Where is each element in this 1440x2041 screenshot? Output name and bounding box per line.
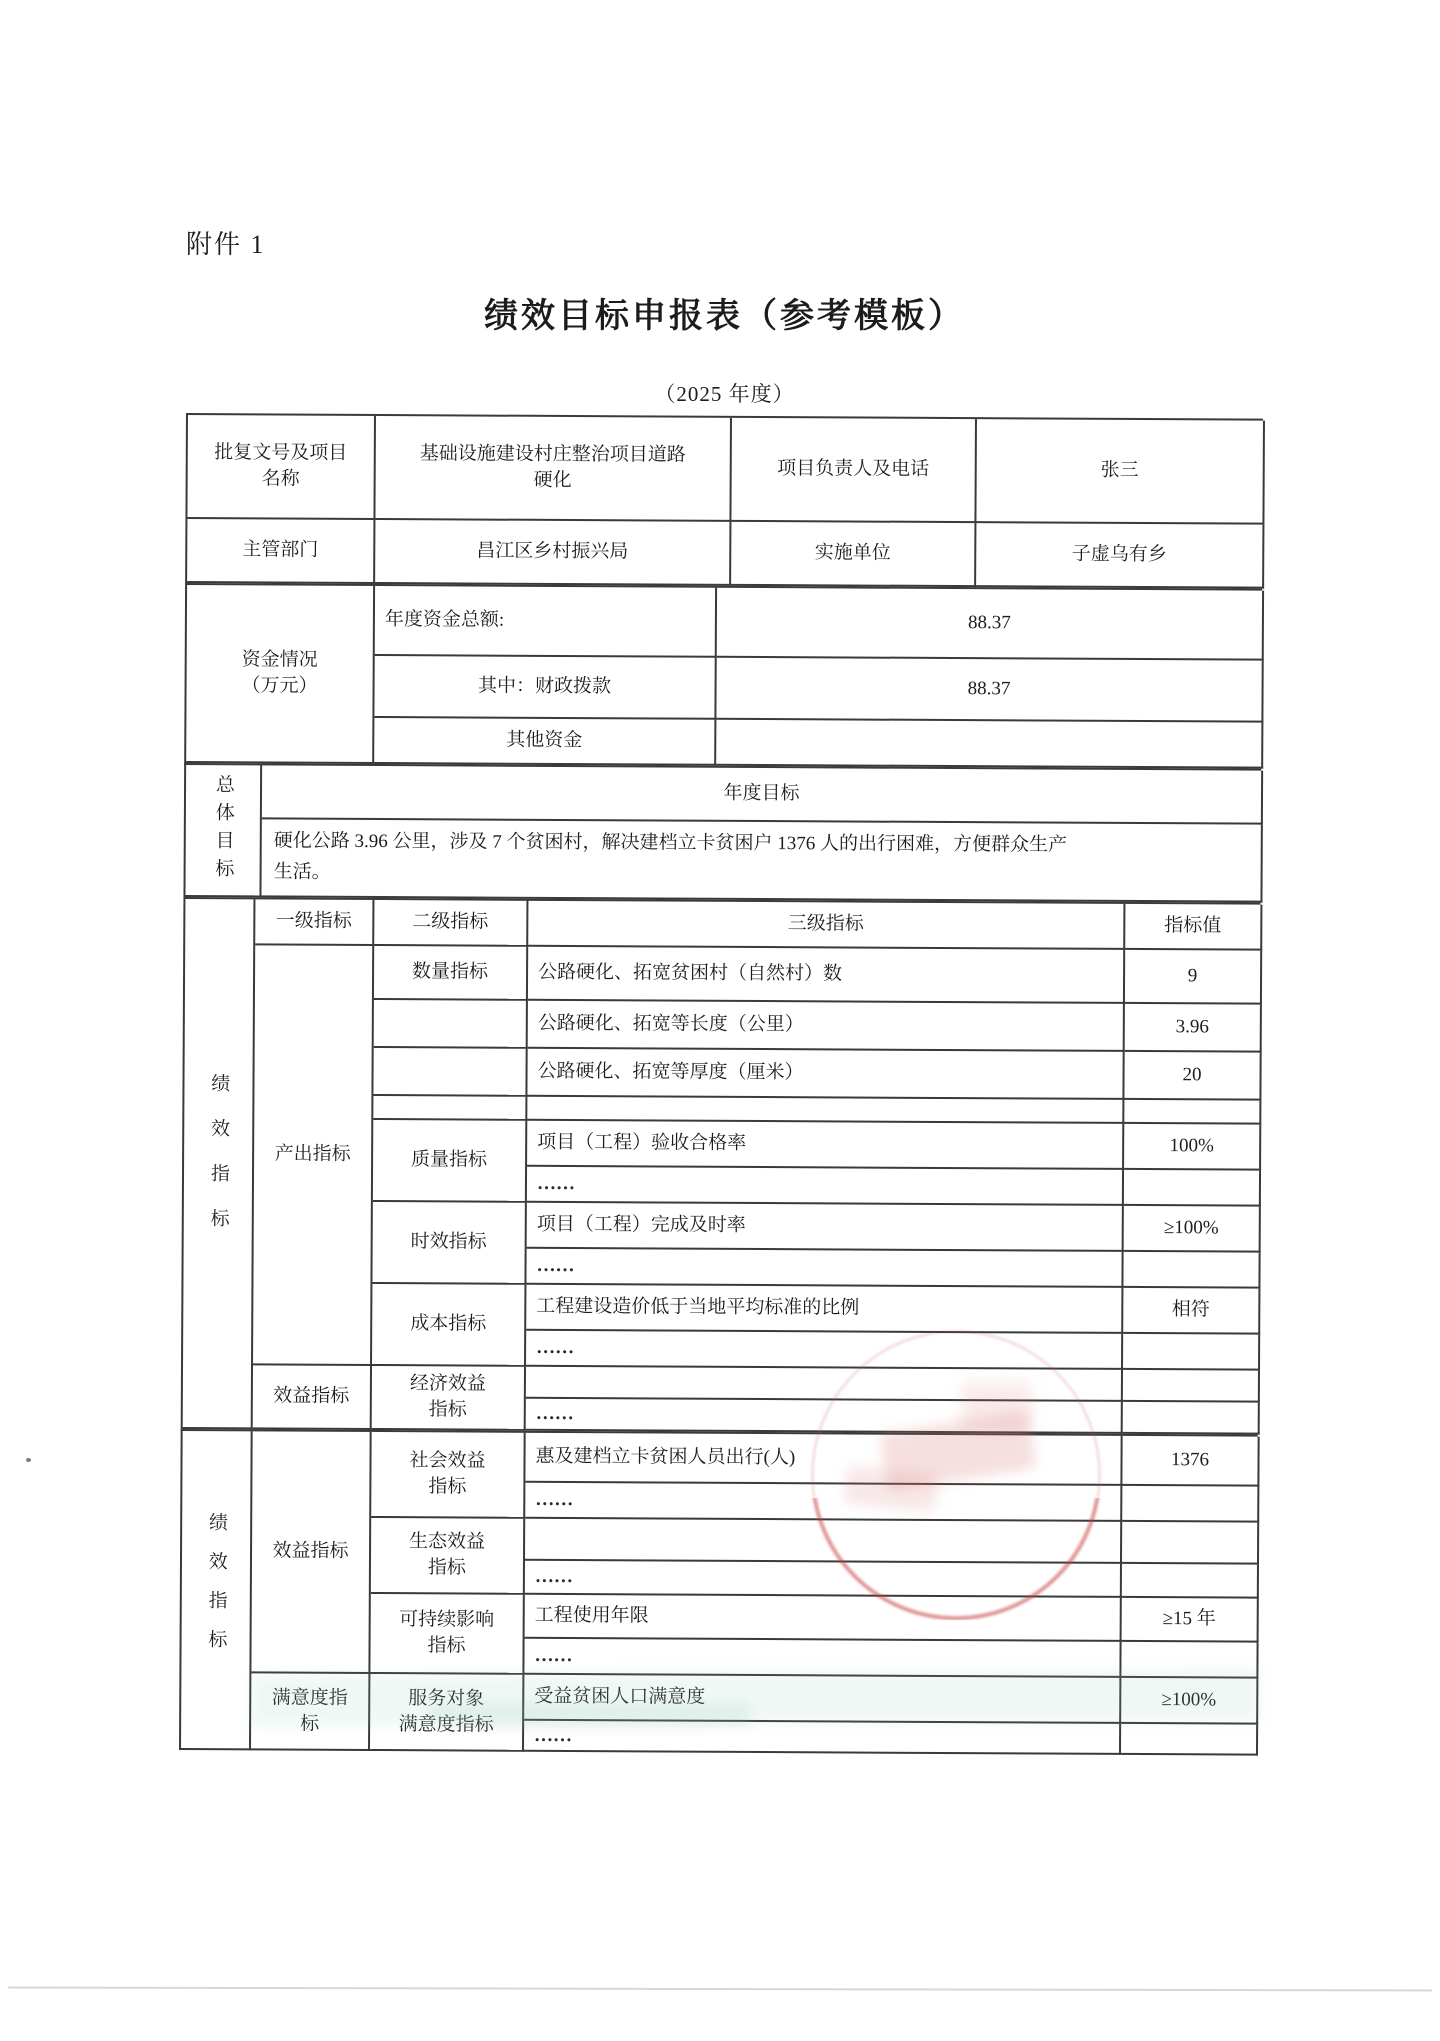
satisfaction-indicator-label: 满意度指 标 bbox=[251, 1673, 370, 1751]
empty-cell bbox=[1123, 1334, 1260, 1371]
quantity-indicator-label: 数量指标 bbox=[374, 946, 528, 1001]
quantity-row1-value: 9 bbox=[1125, 950, 1262, 1005]
other-funds-label: 其他资金 bbox=[374, 718, 716, 766]
satisfaction-ellipsis: …… bbox=[524, 1721, 1121, 1755]
cost-row-text: 工程建设造价低于当地平均标准的比例 bbox=[526, 1285, 1123, 1334]
quality-row-text: 项目（工程）验收合格率 bbox=[527, 1121, 1124, 1170]
cost-row-value: 相符 bbox=[1123, 1288, 1260, 1335]
benefit-indicator-label-2: 效益指标 bbox=[251, 1431, 371, 1674]
empty-cell bbox=[1122, 1486, 1259, 1523]
empty-cell bbox=[1123, 1252, 1260, 1289]
funding-label: 资金情况 （万元） bbox=[186, 585, 375, 764]
approval-number-label: 批复文号及项目 名称 bbox=[187, 415, 376, 520]
performance-target-table bbox=[179, 413, 1263, 1756]
empty-cell bbox=[1123, 1402, 1260, 1435]
sustainability-ellipsis: …… bbox=[524, 1639, 1121, 1678]
annual-total-value: 88.37 bbox=[717, 588, 1264, 661]
quantity-row2-value: 3.96 bbox=[1125, 1004, 1262, 1053]
satisfaction-row-text: 受益贫困人口满意度 bbox=[524, 1675, 1121, 1724]
page-subtitle: （2025 年度） bbox=[654, 382, 795, 406]
empty-cell bbox=[1123, 1370, 1260, 1403]
quantity-row2-text: 公路硬化、拓宽等长度（公里） bbox=[528, 1001, 1125, 1052]
project-manager-value: 张三 bbox=[976, 419, 1265, 525]
timeliness-row-value: ≥100% bbox=[1124, 1206, 1261, 1253]
timeliness-ellipsis: …… bbox=[526, 1249, 1123, 1288]
supervising-department-value: 昌江区乡村振兴局 bbox=[375, 520, 731, 586]
economic-benefit-indicator-label: 经济效益 指标 bbox=[372, 1366, 526, 1431]
performance-indicator-label-1: 绩效指标 bbox=[183, 899, 256, 1429]
implementing-unit-label: 实施单位 bbox=[731, 522, 976, 587]
cost-ellipsis: …… bbox=[526, 1331, 1123, 1370]
empty-cell bbox=[1121, 1724, 1258, 1756]
empty-cell bbox=[373, 1048, 527, 1097]
annual-total-label: 年度资金总额: bbox=[375, 586, 717, 658]
header-level2: 二级指标 bbox=[374, 900, 528, 947]
quantity-row3-value: 20 bbox=[1124, 1052, 1261, 1101]
overall-goal-label: 总体目标 bbox=[185, 765, 262, 897]
quality-indicator-label: 质量指标 bbox=[373, 1120, 527, 1203]
header-value: 指标值 bbox=[1125, 904, 1262, 951]
economic-ellipsis: …… bbox=[526, 1399, 1123, 1434]
sustainability-row-value: ≥15 年 bbox=[1122, 1598, 1259, 1643]
sustainability-indicator-label: 可持续影响 指标 bbox=[370, 1594, 524, 1675]
scan-speck bbox=[26, 1458, 31, 1462]
cost-indicator-label: 成本指标 bbox=[372, 1284, 526, 1367]
timeliness-row-text: 项目（工程）完成及时率 bbox=[527, 1203, 1124, 1252]
project-manager-label: 项目负责人及电话 bbox=[731, 418, 977, 523]
empty-cell bbox=[526, 1367, 1123, 1402]
sustainability-row-text: 工程使用年限 bbox=[525, 1595, 1122, 1642]
approval-section bbox=[185, 413, 1263, 589]
implementing-unit-value: 子虚乌有乡 bbox=[976, 523, 1264, 589]
annual-goal-text: 硬化公路 3.96 公里，涉及 7 个贫困村，解决建档立卡贫困户 1376 人的出行困难，方便群众生产 生活。 bbox=[261, 819, 1262, 902]
service-target-satisfaction-label: 服务对象 满意度指标 bbox=[370, 1674, 524, 1752]
performance-indicators-section-1 bbox=[181, 897, 1261, 1435]
social-benefit-indicator-label: 社会效益 指标 bbox=[371, 1432, 525, 1519]
social-row-text: 惠及建档立卡贫困人员出行(人) bbox=[525, 1433, 1122, 1486]
quantity-row1-text: 公路硬化、拓宽贫困村（自然村）数 bbox=[528, 947, 1125, 1004]
performance-indicators-section-2 bbox=[179, 1429, 1258, 1756]
empty-cell bbox=[373, 1096, 527, 1121]
benefit-indicator-label-1: 效益指标 bbox=[253, 1365, 372, 1430]
header-level3: 三级指标 bbox=[528, 901, 1125, 950]
empty-cell bbox=[1122, 1522, 1259, 1565]
performance-indicator-label-2: 绩效指标 bbox=[181, 1431, 253, 1750]
fiscal-allocation-value: 88.37 bbox=[716, 658, 1263, 723]
empty-cell bbox=[527, 1097, 1124, 1124]
ecological-benefit-indicator-label: 生态效益 指标 bbox=[371, 1518, 525, 1595]
overall-goal-section bbox=[183, 763, 1261, 903]
project-name-value: 基础设施建设村庄整治项目道路 硬化 bbox=[375, 416, 732, 522]
funding-section bbox=[184, 583, 1262, 769]
supervising-department-label: 主管部门 bbox=[187, 519, 375, 584]
social-row-value: 1376 bbox=[1122, 1436, 1259, 1487]
empty-cell bbox=[1124, 1170, 1261, 1207]
ecological-ellipsis: …… bbox=[525, 1561, 1122, 1598]
page-title: 绩效目标申报表（参考模板） bbox=[484, 298, 965, 335]
empty-cell bbox=[525, 1519, 1122, 1564]
quantity-row3-text: 公路硬化、拓宽等厚度（厘米） bbox=[527, 1049, 1124, 1100]
empty-cell bbox=[1124, 1100, 1261, 1125]
header-level1: 一级指标 bbox=[255, 899, 374, 946]
timeliness-indicator-label: 时效指标 bbox=[372, 1202, 526, 1285]
quality-ellipsis: …… bbox=[527, 1167, 1124, 1206]
empty-cell bbox=[374, 1000, 528, 1049]
empty-cell bbox=[1122, 1564, 1259, 1599]
fiscal-allocation-label: 其中：财政拨款 bbox=[374, 656, 716, 720]
annual-goal-header: 年度目标 bbox=[262, 765, 1263, 824]
other-funds-value bbox=[716, 720, 1263, 769]
empty-cell bbox=[1121, 1642, 1258, 1679]
social-ellipsis: …… bbox=[525, 1483, 1122, 1522]
satisfaction-row-value: ≥100% bbox=[1121, 1678, 1258, 1725]
output-indicator-label: 产出指标 bbox=[253, 945, 374, 1366]
attachment-label: 附件 1 bbox=[186, 230, 266, 259]
scan-artifact-line bbox=[8, 1987, 1432, 1992]
quality-row-value: 100% bbox=[1124, 1124, 1261, 1171]
